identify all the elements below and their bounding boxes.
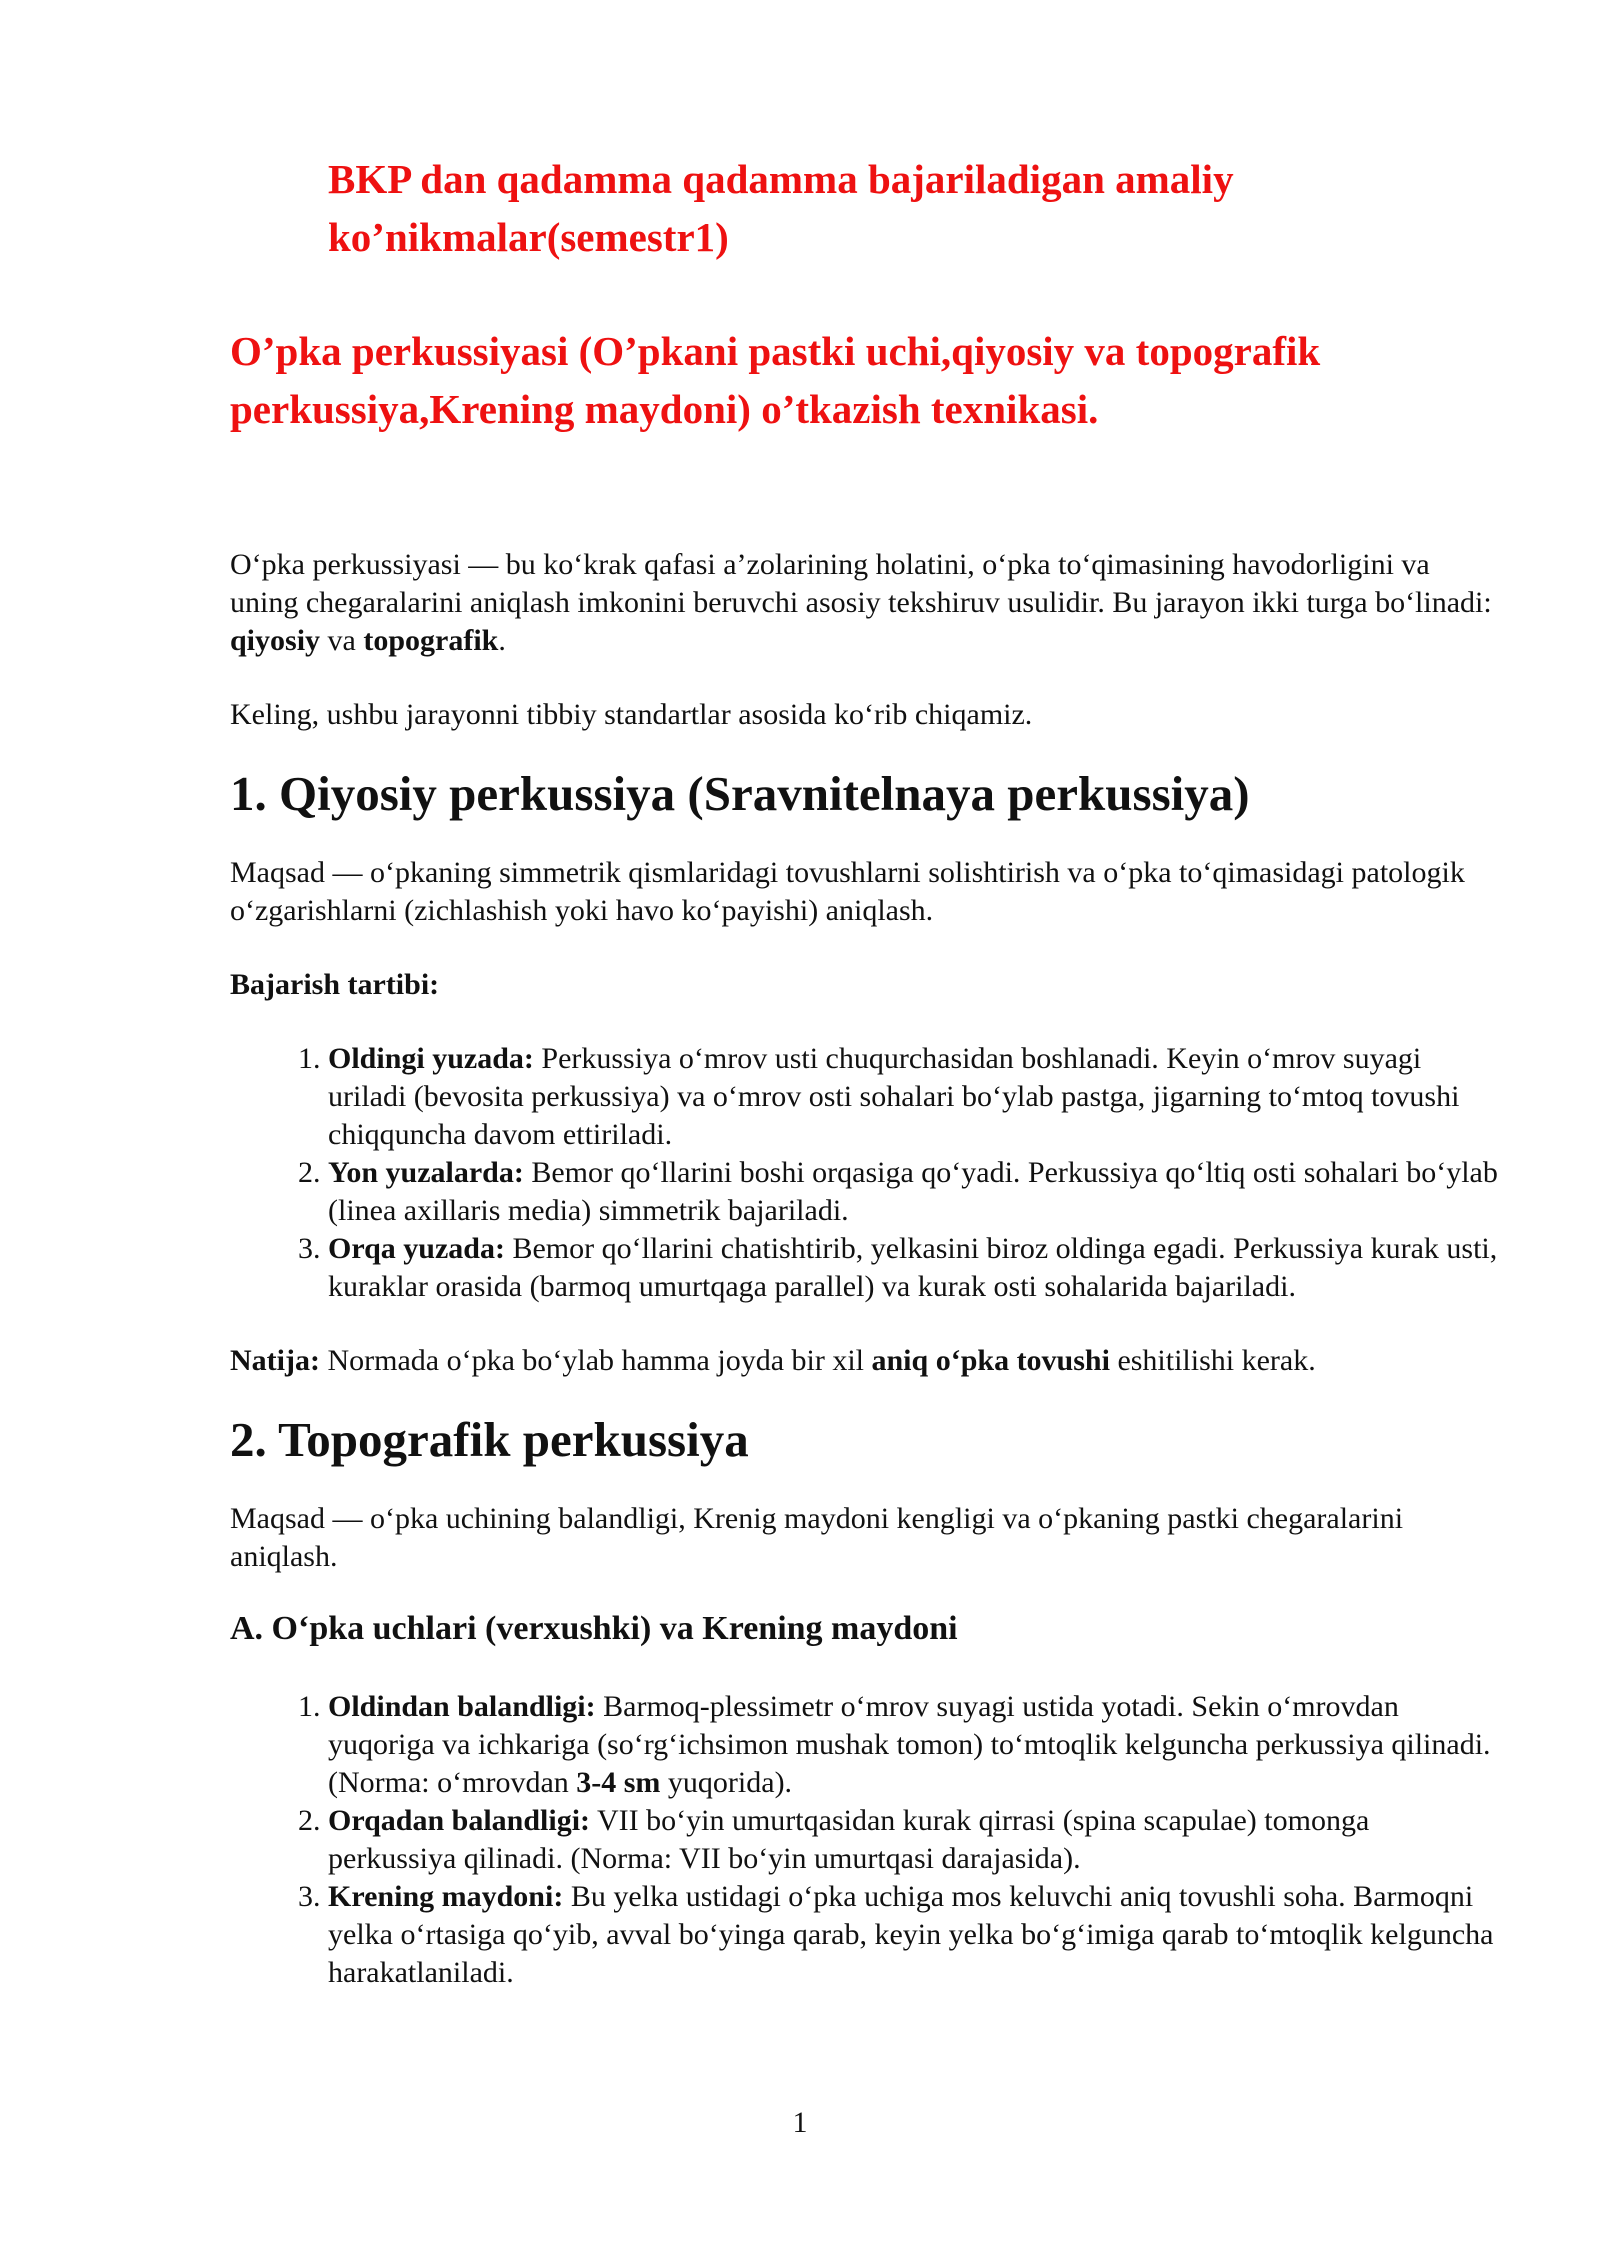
list-item: 1. Oldindan balandligi: Barmoq-plessimetr o‘mrov suyagi ustida yotadi. Sekin o‘mrovdan yuqoriga va ichkariga (so‘rg‘ichsimon mushak tomon) to‘mtoqlik kelguncha perkussiya qilinadi. (Norma: o‘mrovdan 3-4 sm yuqorida). [328, 1688, 1500, 1802]
section1-steps [230, 1040, 1500, 1306]
page-number: 1 [792, 2106, 808, 2139]
list-item: 2. Orqadan balandligi: VII bo‘yin umurtqasidan kurak qirrasi (spina scapulae) tomonga perkussiya qilinadi. (Norma: VII bo‘yin umurtqasi darajasida). [328, 1802, 1500, 1878]
intro-paragraph: O‘pka perkussiyasi — bu ko‘krak qafasi a’zolarining holatini, o‘pka to‘qimasining havodorligini va uning chegaralarini aniqlash imkonini beruvchi asosiy tekshiruv usulidir. Bu jarayon ikki turga bo‘linadi: qiyosiy va topografik. [230, 548, 1492, 657]
section2-goal: Maqsad — o‘pka uchining balandligi, Krenig maydoni kengligi va o‘pkaning pastki chegaralarini aniqlash. [230, 1502, 1404, 1573]
document-title: BKP dan qadamma qadamma bajariladigan amaliy ko’nikmalar(semestr1) [328, 156, 1234, 260]
section2-heading: 2. Topografik perkussiya [230, 1412, 749, 1467]
page-content [230, 150, 1500, 1992]
section2-subheading: A. O‘pka uchlari (verxushki) va Krening maydoni [230, 1610, 958, 1647]
document-subtitle: O’pka perkussiyasi (O’pkani pastki uchi,qiyosiy va topografik perkussiya,Krening maydoni) o’tkazish texnikasi. [230, 328, 1321, 432]
section1-heading: 1. Qiyosiy perkussiya (Sravnitelnaya perkussiya) [230, 766, 1250, 821]
list-item: 3. Krening maydoni: Bu yelka ustidagi o‘pka uchiga mos keluvchi aniq tovushli soha. Barmoqni yelka o‘rtasiga qo‘yib, avval bo‘yinga qarab, keyin yelka bo‘g‘imiga qarab to‘mtoqlik kelguncha harakatlaniladi. [328, 1878, 1500, 1992]
list-item: 3. Orqa yuzada: Bemor qo‘llarini chatishtirib, yelkasini biroz oldinga egadi. Perkussiya kurak usti, kuraklar orasida (barmoq umurtqaga parallel) va kurak osti sohalarida bajariladi. [328, 1230, 1500, 1306]
section1-goal: Maqsad — o‘pkaning simmetrik qismlaridagi tovushlarni solishtirish va o‘pka to‘qimasidagi patologik o‘zgarishlarni (zichlashish yoki havo ko‘payishi) aniqlash. [230, 856, 1465, 927]
section1-order-label: Bajarish tartibi: [230, 968, 440, 1001]
lead-paragraph: Keling, ushbu jarayonni tibbiy standartlar asosida ko‘rib chiqamiz. [230, 698, 1033, 731]
section1-result: Natija: Normada o‘pka bo‘ylab hamma joyda bir xil aniq o‘pka tovushi eshitilishi kerak. [230, 1344, 1316, 1377]
list-item: 1. Oldingi yuzada: Perkussiya o‘mrov usti chuqurchasidan boshlanadi. Keyin o‘mrov suyagi uriladi (bevosita perkussiya) va o‘mrov osti sohalari bo‘ylab pastga, jigarning to‘mtoq tovushi chiqquncha davom ettiriladi. [328, 1040, 1500, 1154]
list-item: 2. Yon yuzalarda: Bemor qo‘llarini boshi orqasiga qo‘yadi. Perkussiya qo‘ltiq osti sohalari bo‘ylab (linea axillaris media) simmetrik bajariladi. [328, 1154, 1500, 1230]
section2-steps [230, 1688, 1500, 1992]
